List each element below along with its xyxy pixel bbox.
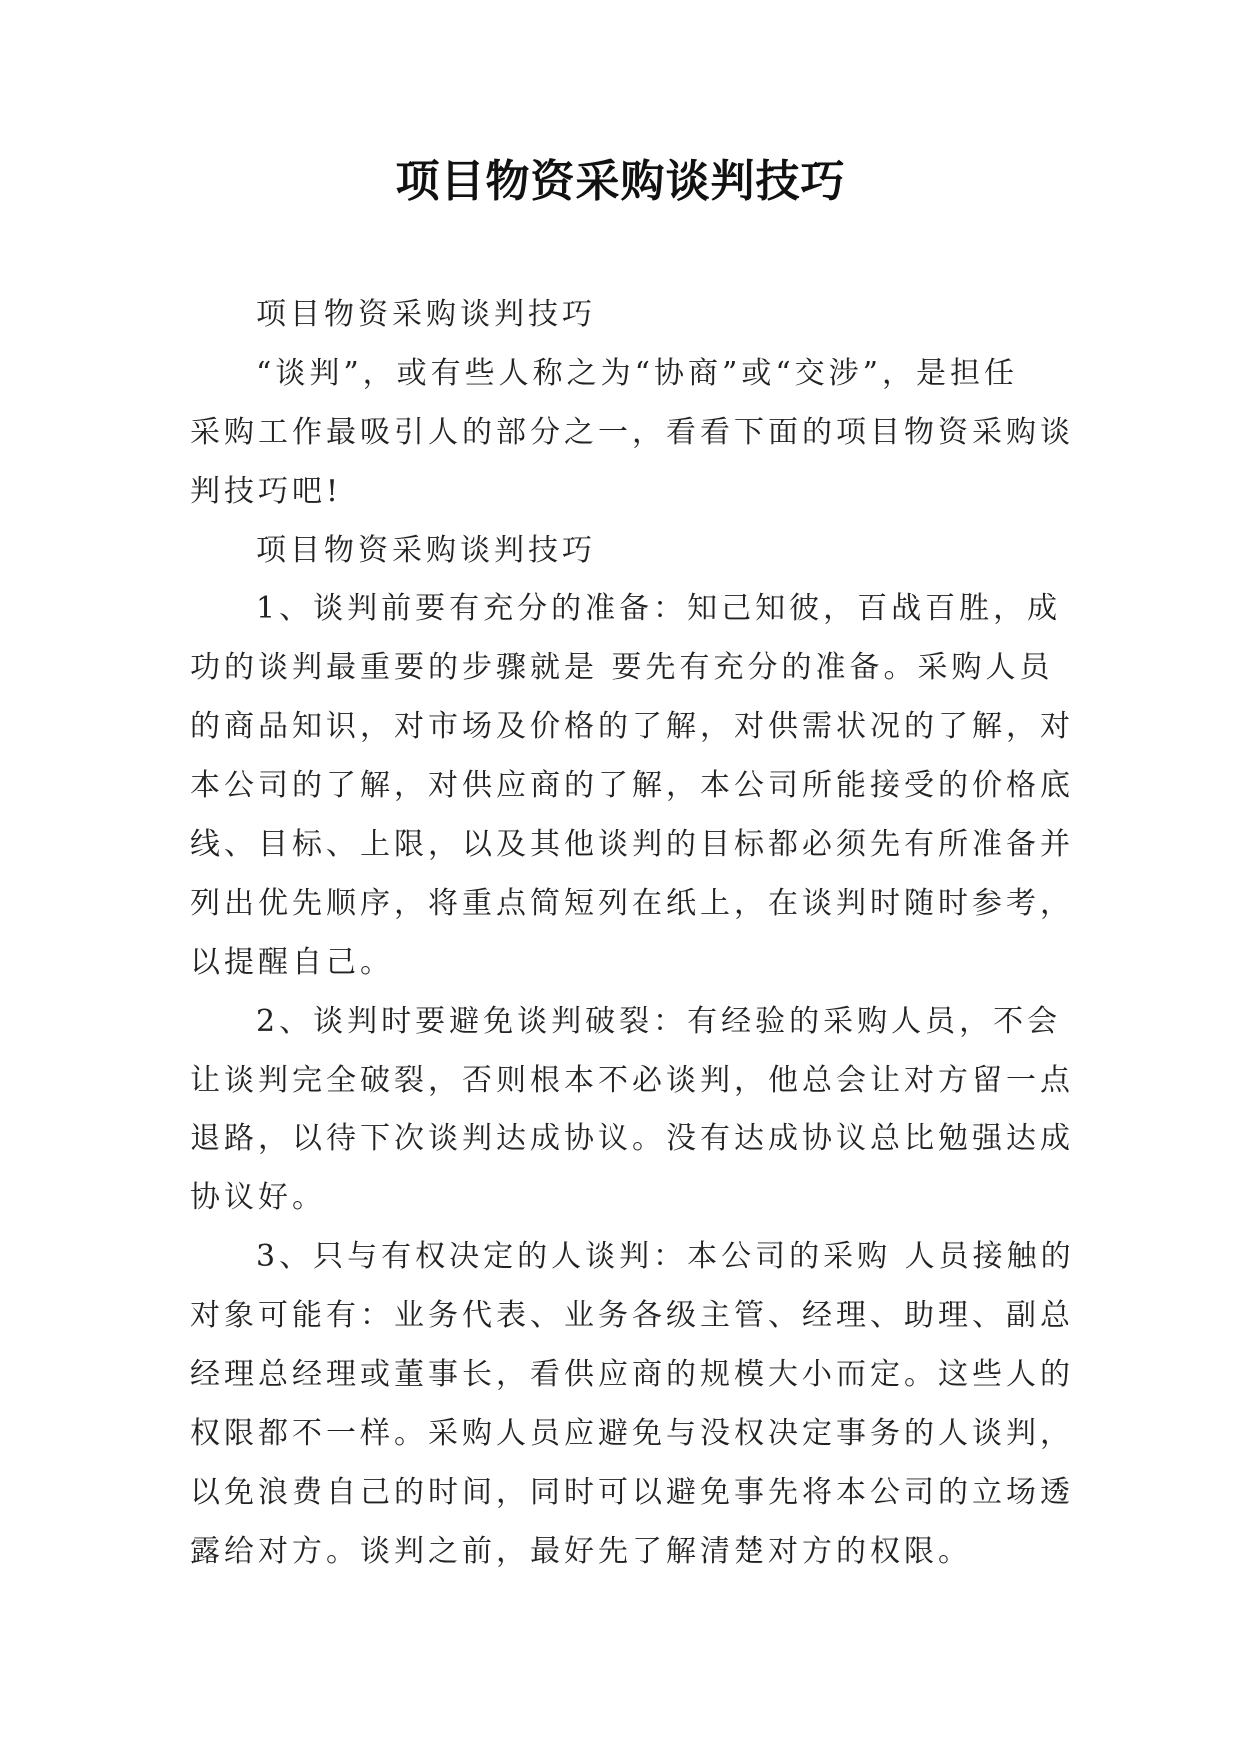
paragraph-line: 1、谈判前要有充分的准备：知己知彼，百战百胜，成 bbox=[256, 591, 1062, 627]
paragraph-line: 2、谈判时要避免谈判破裂：有经验的采购人员，不会 bbox=[256, 1003, 1062, 1039]
paragraph-line: 权限都不一样。采购人员应避免与没权决定事务的人谈判， bbox=[190, 1415, 1074, 1451]
paragraph-line: “谈判”，或有些人称之为“协商”或“交涉”，是担任 bbox=[256, 355, 1019, 391]
paragraph-tip-1 bbox=[190, 580, 1074, 992]
paragraph-line: 项目物资采购谈判技巧 bbox=[256, 297, 596, 332]
paragraph-line: 的商品知识，对市场及价格的了解，对供需状况的了解，对 bbox=[190, 709, 1074, 745]
paragraph-line: 露给对方。谈判之前，最好先了解清楚对方的权限。 bbox=[190, 1533, 972, 1569]
paragraph-line: 以提醒自己。 bbox=[190, 944, 394, 980]
paragraph-line: 判技巧吧! bbox=[190, 473, 343, 509]
paragraph-line: 采购工作最吸引人的部分之一，看看下面的项目物资采购谈 bbox=[190, 414, 1074, 450]
paragraph-line: 协议好。 bbox=[190, 1180, 326, 1216]
paragraph-line: 线、目标、上限，以及其他谈判的目标都必须先有所准备并 bbox=[190, 827, 1074, 863]
paragraph-line: 列出优先顺序，将重点简短列在纸上，在谈判时随时参考， bbox=[190, 885, 1074, 921]
paragraph-heading-2 bbox=[190, 522, 1060, 581]
paragraph-tip-3 bbox=[190, 1228, 1075, 1581]
paragraph-tip-2 bbox=[190, 993, 1074, 1229]
paragraph-line: 3、只与有权决定的人谈判：本公司的采购 人员接触的 bbox=[256, 1239, 1075, 1275]
paragraph-line: 功的谈判最重要的步骤就是 要先有充分的准备。采购人员 bbox=[190, 650, 1054, 686]
paragraph-line: 本公司的了解，对供应商的了解，本公司所能接受的价格底 bbox=[190, 768, 1074, 804]
paragraph-intro bbox=[190, 345, 1074, 522]
paragraph-line: 经理总经理或董事长，看供应商的规模大小而定。这些人的 bbox=[190, 1357, 1074, 1393]
paragraph-line: 以免浪费自己的时间，同时可以避免事先将本公司的立场透 bbox=[190, 1474, 1074, 1510]
document-title: 项目物资采购谈判技巧 bbox=[395, 156, 846, 207]
paragraph-line: 让谈判完全破裂，否则根本不必谈判，他总会让对方留一点 bbox=[190, 1062, 1074, 1098]
paragraph-heading-1 bbox=[190, 286, 1060, 345]
paragraph-line: 项目物资采购谈判技巧 bbox=[256, 532, 596, 568]
paragraph-line: 退路，以待下次谈判达成协议。没有达成协议总比勉强达成 bbox=[190, 1121, 1074, 1157]
document-body bbox=[190, 286, 1075, 1582]
paragraph-line: 对象可能有：业务代表、业务各级主管、经理、助理、副总 bbox=[190, 1298, 1074, 1334]
